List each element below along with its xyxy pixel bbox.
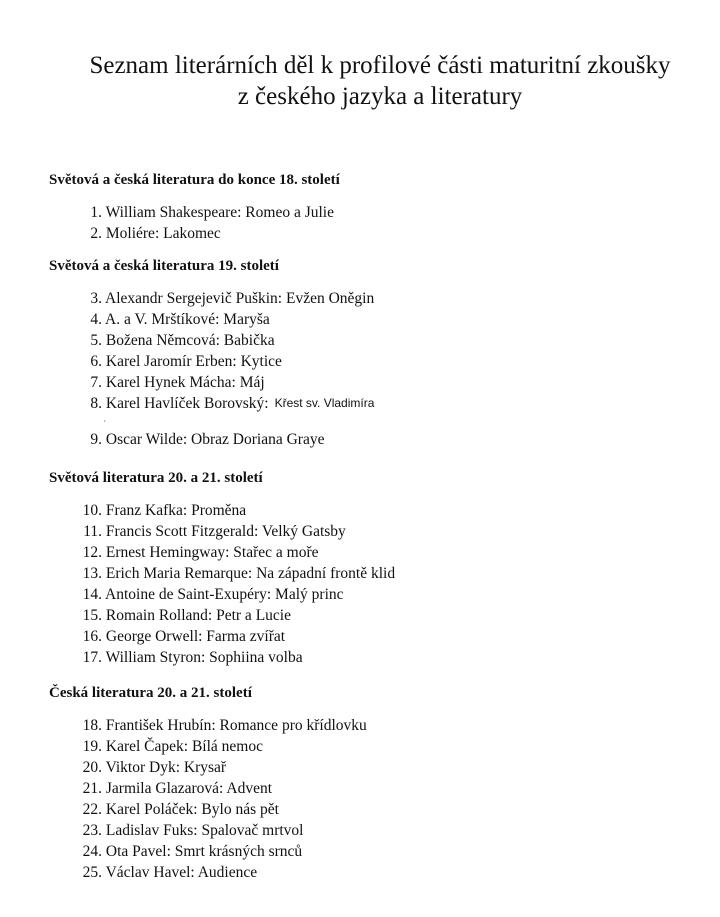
list-item bbox=[49, 563, 709, 584]
item-text: A. a V. Mrštíkové: Maryša bbox=[105, 311, 270, 328]
work-list bbox=[49, 202, 709, 244]
item-text: William Styron: Sophiina volba bbox=[105, 649, 303, 666]
list-item bbox=[49, 393, 709, 414]
item-text: Erich Maria Remarque: Na západní frontě klid bbox=[105, 565, 396, 582]
list-item bbox=[49, 351, 709, 372]
item-text: Božena Němcová: Babička bbox=[105, 332, 275, 349]
list-item bbox=[49, 841, 709, 862]
item-number: 23. bbox=[82, 822, 102, 839]
item-extra-text: Křest sv. Vladimíra bbox=[274, 396, 375, 410]
item-number: 1. bbox=[90, 204, 102, 221]
list-item bbox=[49, 757, 709, 778]
section-czech-20th-century bbox=[49, 683, 709, 883]
item-number: 2. bbox=[90, 225, 102, 242]
list-item bbox=[49, 862, 709, 883]
item-text: Antoine de Saint-Exupéry: Malý princ bbox=[105, 586, 344, 603]
section-heading: Světová a česká literatura 19. století bbox=[49, 258, 279, 274]
item-number: 24. bbox=[82, 843, 102, 860]
list-item bbox=[49, 626, 709, 647]
list-item bbox=[49, 223, 709, 244]
list-item bbox=[49, 820, 709, 841]
item-text: Oscar Wilde: Obraz Doriana Graye bbox=[105, 431, 325, 448]
item-number: 19. bbox=[82, 738, 102, 755]
stray-mark: ´ bbox=[103, 420, 107, 431]
section-19th-century bbox=[49, 256, 709, 450]
item-text: Francis Scott Fitzgerald: Velký Gatsby bbox=[105, 523, 346, 540]
item-text: Alexandr Sergejevič Puškin: Evžen Oněgin bbox=[105, 290, 375, 307]
section-heading: Světová a česká literatura do konce 18. století bbox=[49, 172, 340, 188]
section-world-20th-century bbox=[49, 468, 709, 668]
list-item bbox=[49, 330, 709, 351]
item-text: Jarmila Glazarová: Advent bbox=[105, 780, 273, 797]
item-number: 9. bbox=[90, 431, 102, 448]
item-number: 22. bbox=[82, 801, 102, 818]
item-number: 7. bbox=[90, 374, 102, 391]
item-number: 10. bbox=[82, 502, 102, 519]
item-number: 16. bbox=[82, 628, 102, 645]
item-number: 13. bbox=[82, 565, 102, 582]
item-text: George Orwell: Farma zvířat bbox=[105, 628, 286, 645]
item-number: 4. bbox=[90, 311, 102, 328]
item-text: Karel Havlíček Borovský: bbox=[105, 395, 269, 412]
section-heading: Světová literatura 20. a 21. století bbox=[49, 470, 263, 486]
section-18th-century bbox=[49, 170, 709, 244]
work-list bbox=[49, 715, 709, 883]
item-number: 8. bbox=[90, 395, 102, 412]
item-number: 21. bbox=[82, 780, 102, 797]
item-text: Franz Kafka: Proměna bbox=[105, 502, 247, 519]
item-number: 3. bbox=[90, 290, 102, 307]
list-item bbox=[49, 605, 709, 626]
list-item bbox=[49, 500, 709, 521]
item-number: 6. bbox=[90, 353, 102, 370]
document-title bbox=[0, 50, 720, 112]
list-item bbox=[49, 715, 709, 736]
list-item bbox=[49, 647, 709, 668]
item-number: 25. bbox=[82, 864, 102, 881]
item-text: František Hrubín: Romance pro křídlovku bbox=[105, 717, 367, 734]
list-item bbox=[49, 736, 709, 757]
title-line-2: z českého jazyka a literatury bbox=[237, 83, 523, 110]
item-text: William Shakespeare: Romeo a Julie bbox=[105, 204, 334, 221]
item-number: 20. bbox=[82, 759, 102, 776]
item-text: Ota Pavel: Smrt krásných srnců bbox=[105, 843, 303, 860]
item-number: 14. bbox=[82, 586, 102, 603]
list-item bbox=[49, 202, 709, 223]
item-number: 11. bbox=[83, 523, 102, 540]
list-item bbox=[49, 288, 709, 309]
list-item bbox=[49, 521, 709, 542]
item-text: Ernest Hemingway: Stařec a moře bbox=[105, 544, 319, 561]
item-number: 5. bbox=[90, 332, 102, 349]
list-item bbox=[49, 584, 709, 605]
item-text: Moliére: Lakomec bbox=[105, 225, 221, 242]
work-list bbox=[49, 500, 709, 668]
list-item bbox=[49, 778, 709, 799]
list-item bbox=[49, 309, 709, 330]
item-number: 12. bbox=[82, 544, 102, 561]
item-number: 18. bbox=[82, 717, 102, 734]
item-text: Karel Čapek: Bílá nemoc bbox=[105, 738, 263, 755]
item-text: Viktor Dyk: Krysař bbox=[105, 759, 227, 776]
item-text: Karel Poláček: Bylo nás pět bbox=[105, 801, 279, 818]
section-heading: Česká literatura 20. a 21. století bbox=[49, 685, 252, 701]
item-number: 15. bbox=[82, 607, 102, 624]
item-text: Václav Havel: Audience bbox=[105, 864, 258, 881]
list-item bbox=[49, 372, 709, 393]
list-item bbox=[49, 542, 709, 563]
list-item bbox=[49, 429, 709, 450]
list-item bbox=[49, 799, 709, 820]
title-line-1: Seznam literárních děl k profilové části maturitní zkoušky bbox=[89, 52, 671, 79]
item-text: Romain Rolland: Petr a Lucie bbox=[105, 607, 291, 624]
work-list bbox=[49, 288, 709, 450]
item-text: Karel Hynek Mácha: Máj bbox=[105, 374, 265, 391]
item-number: 17. bbox=[82, 649, 102, 666]
item-text: Ladislav Fuks: Spalovač mrtvol bbox=[105, 822, 304, 839]
item-text: Karel Jaromír Erben: Kytice bbox=[105, 353, 282, 370]
